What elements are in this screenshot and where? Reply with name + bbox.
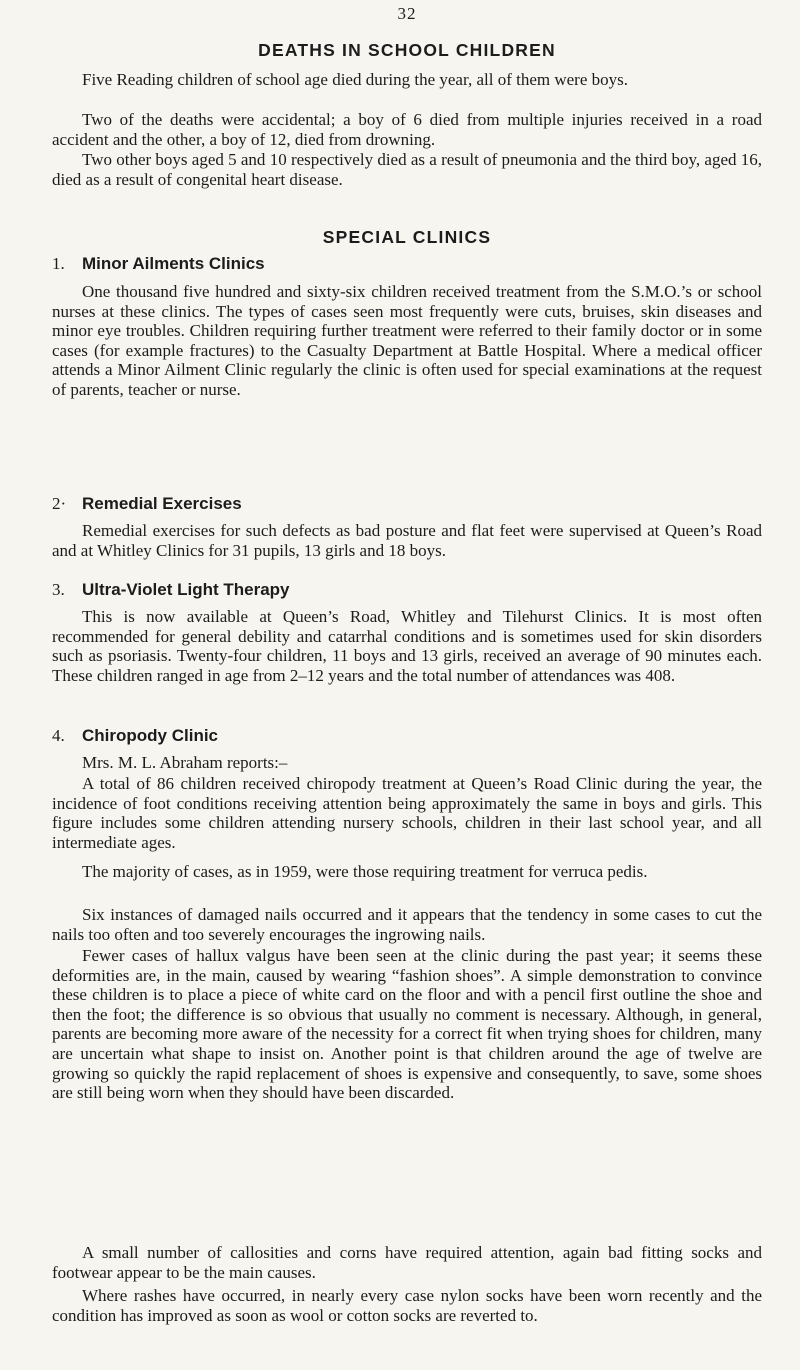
minor-ailments-paragraph: One thousand five hundred and sixty-six children received treatment from the S.M.O.’s or school nurses at these clinics. The types of cases seen most frequently were cuts, bruises, skin diseases and minor eye troubles. Children requiring further treatment were referred to their family doctor or in some cases (for example fractures) to the Casualty Department at Battle Hospital. Where a medical officer attends a Minor Ailment Clinic regularly the clinic is often used for special examinations at the request of parents, teacher or nurse. (52, 282, 762, 399)
deaths-paragraph-2: Two of the deaths were accidental; a boy of 6 died from multiple injuries received in a road accident and the other, a boy of 12, died from drowning. (52, 110, 762, 149)
chiropody-paragraph-2: A total of 86 children received chiropody treatment at Queen’s Road Clinic during the year, the incidence of foot conditions receiving attention being approximately the same in boys and girls. This figure includes some children attending nursery schools, children in their last school year, and all intermediate ages. (52, 774, 762, 852)
section-heading-minor-ailments (52, 254, 265, 274)
chiropody-paragraph-6: A small number of callosities and corns have required attention, again bad fitting socks and footwear appear to be the main causes. (52, 1243, 762, 1282)
section-heading-chiropody (52, 726, 218, 746)
deaths-heading: DEATHS IN SCHOOL CHILDREN (258, 40, 556, 60)
section-number: 3. (52, 580, 65, 599)
section-number: 2· (52, 494, 67, 513)
deaths-paragraph-3: Two other boys aged 5 and 10 respectively died as a result of pneumonia and the third boy, aged 16, died as a result of congenital heart disease. (52, 150, 762, 189)
section-title: Chiropody Clinic (82, 726, 218, 745)
special-clinics-heading: SPECIAL CLINICS (322, 227, 492, 247)
chiropody-paragraph-4: Six instances of damaged nails occurred and it appears that the tendency in some cases to cut the nails too often and too severely encourages the ingrowing nails. (52, 905, 762, 944)
section-title: Remedial Exercises (82, 494, 242, 513)
ultra-violet-paragraph: This is now available at Queen’s Road, Whitley and Tilehurst Clinics. It is most often recommended for general debility and catarrhal conditions and is sometimes used for skin disorders such as psoriasis. Twenty-four children, 11 boys and 13 girls, received an average of 90 minutes each. These children ranged in age from 2–12 years and the total number of attendances was 408. (52, 607, 762, 685)
page-number: 32 (397, 4, 417, 23)
section-title: Ultra-Violet Light Therapy (82, 580, 290, 599)
section-title: Minor Ailments Clinics (82, 254, 265, 273)
deaths-paragraph-1: Five Reading children of school age died during the year, all of them were boys. (82, 70, 628, 89)
section-number: 1. (52, 254, 65, 273)
remedial-exercises-paragraph: Remedial exercises for such defects as bad posture and flat feet were supervised at Queen’s Road and at Whitley Clinics for 31 pupils, 13 girls and 18 boys. (52, 521, 762, 560)
chiropody-paragraph-7: Where rashes have occurred, in nearly every case nylon socks have been worn recently and the condition has improved as soon as wool or cotton socks are reverted to. (52, 1286, 762, 1325)
section-heading-ultra-violet (52, 580, 290, 600)
section-heading-remedial-exercises (52, 494, 242, 514)
chiropody-paragraph-1: Mrs. M. L. Abraham reports:– (82, 753, 288, 772)
chiropody-paragraph-5: Fewer cases of hallux valgus have been seen at the clinic during the past year; it seems these deformities are, in the main, caused by wearing “fashion shoes”. A simple demonstration to convince these children is to place a piece of white card on the floor and with a pencil first outline the shoe and then the foot; the difference is so obvious that usually no comment is necessary. Although, in general, parents are becoming more aware of the necessity for a correct fit when trying shoes for children, many are uncertain what shape to insist on. Another point is that children around the age of twelve are growing so quickly the rapid replacement of shoes is expensive and consequently, to save, some shoes are still being worn when they should have been discarded. (52, 946, 762, 1103)
section-number: 4. (52, 726, 65, 745)
chiropody-paragraph-3: The majority of cases, as in 1959, were those requiring treatment for verruca pedis. (82, 862, 648, 881)
